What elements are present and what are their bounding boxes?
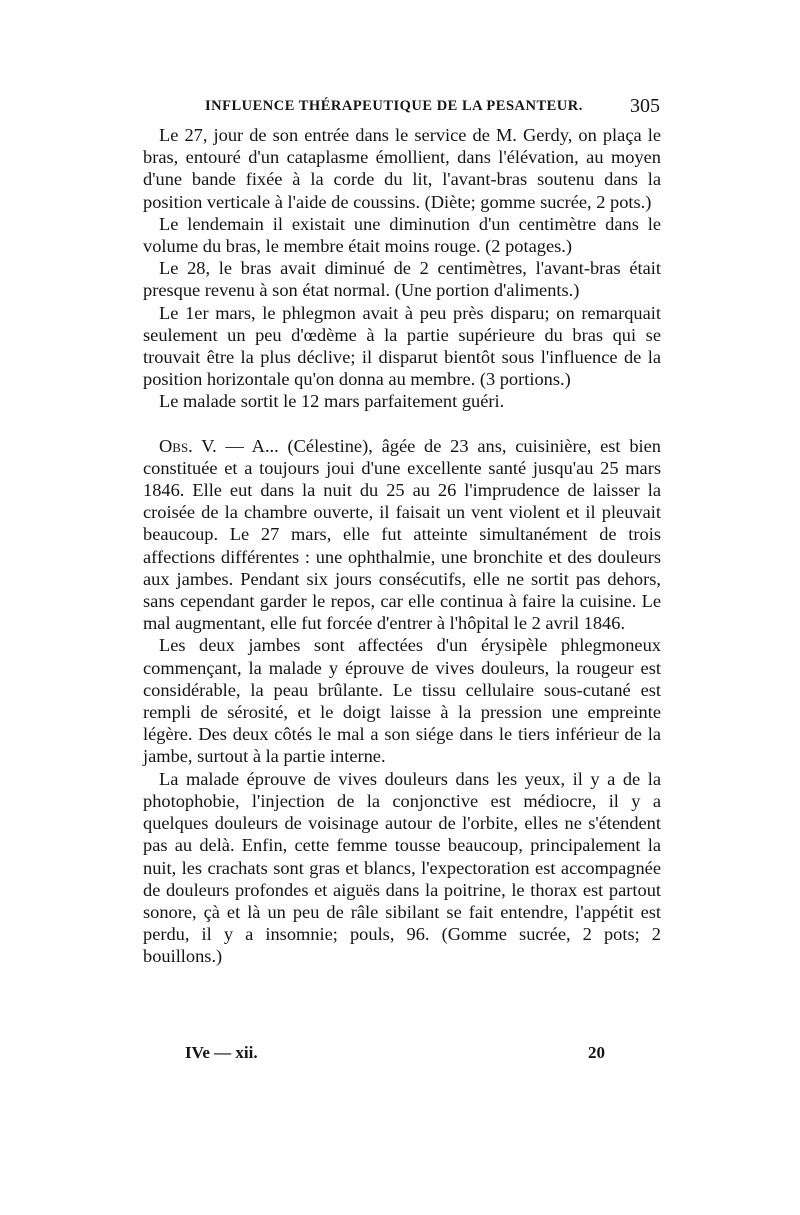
observation-paragraph (143, 435, 661, 635)
page-footer (185, 1040, 605, 1066)
paragraph: Le 28, le bras avait diminué de 2 centimètres, l'avant-bras était presque revenu à son état normal. (Une portion d'aliments.) (143, 258, 661, 301)
sheet-number: 20 (588, 1043, 605, 1062)
page-number: 305 (630, 95, 660, 117)
observation-label: Obs. V. — (159, 435, 244, 456)
paragraph: Le 1er mars, le phlegmon avait à peu près disparu; on remarquait seulement un peu d'œdème à la partie supérieure du bras qui se trouvait être la plus déclive; il disparut bientôt sous l'influence de la position horizontale qu'on donna au membre. (3 portions.) (143, 302, 661, 390)
signature-mark: IVe — xii. (185, 1043, 258, 1062)
observation-text: A... (Célestine), âgée de 23 ans, cuisinière, est bien constituée et a toujours joui d'une excellente santé jusqu'au 25 mars 1846. Elle eut dans la nuit du 25 au 26 l'imprudence de laisser la croisée de la chambre ouverte, il faisait un vent violent et il pleuvait beaucoup. Le 27 mars, elle fut atteinte simultanément de trois affections différentes : une ophthalmie, une bronchite et des douleurs aux jambes. Pendant six jours consécutifs, elle ne sortit pas dehors, sans cependant garder le repos, car elle continua à faire la cuisine. Le mal augmentant, elle fut forcée d'entrer à l'hôpital le 2 avril 1846. (143, 435, 661, 634)
body-text (143, 124, 661, 968)
paragraph: Les deux jambes sont affectées d'un érysipèle phlegmoneux commençant, la malade y éprouve de vives douleurs, la rougeur est considérable, la peau brûlante. Le tissu cellulaire sous-cutané est rempli de sérosité, et le doigt laisse à la pression une empreinte légère. Des deux côtés le mal a son siége dans le tiers inférieur de la jambe, surtout à la partie interne. (143, 635, 661, 767)
paragraph: Le malade sortit le 12 mars parfaitement guéri. (159, 391, 505, 412)
running-head (205, 92, 660, 120)
paragraph: Le 27, jour de son entrée dans le service de M. Gerdy, on plaça le bras, entouré d'un cataplasme émollient, dans l'élévation, au moyen d'une bande fixée à la corde du lit, l'avant-bras soutenu dans la position verticale à l'aide de coussins. (Diète; gomme sucrée, 2 pots.) (143, 125, 661, 212)
running-head-title: INFLUENCE THÉRAPEUTIQUE DE LA PESANTEUR. (205, 98, 583, 114)
paragraph: La malade éprouve de vives douleurs dans les yeux, il y a de la photophobie, l'injection de la conjonctive est médiocre, il y a quelques douleurs de voisinage autour de l'orbite, elles ne s'étendent pas au delà. Enfin, cette femme tousse beaucoup, principalement la nuit, les crachats sont gras et blancs, l'expectoration est accompagnée de douleurs profondes et aiguës dans la poitrine, le thorax est partout sonore, çà et là un peu de râle sibilant se fait entendre, l'appétit est perdu, il y a insomnie; pouls, 96. (Gomme sucrée, 2 pots; 2 bouillons.) (143, 768, 661, 967)
paragraph: Le lendemain il existait une diminution d'un centimètre dans le volume du bras, le membre était moins rouge. (2 potages.) (143, 213, 661, 257)
